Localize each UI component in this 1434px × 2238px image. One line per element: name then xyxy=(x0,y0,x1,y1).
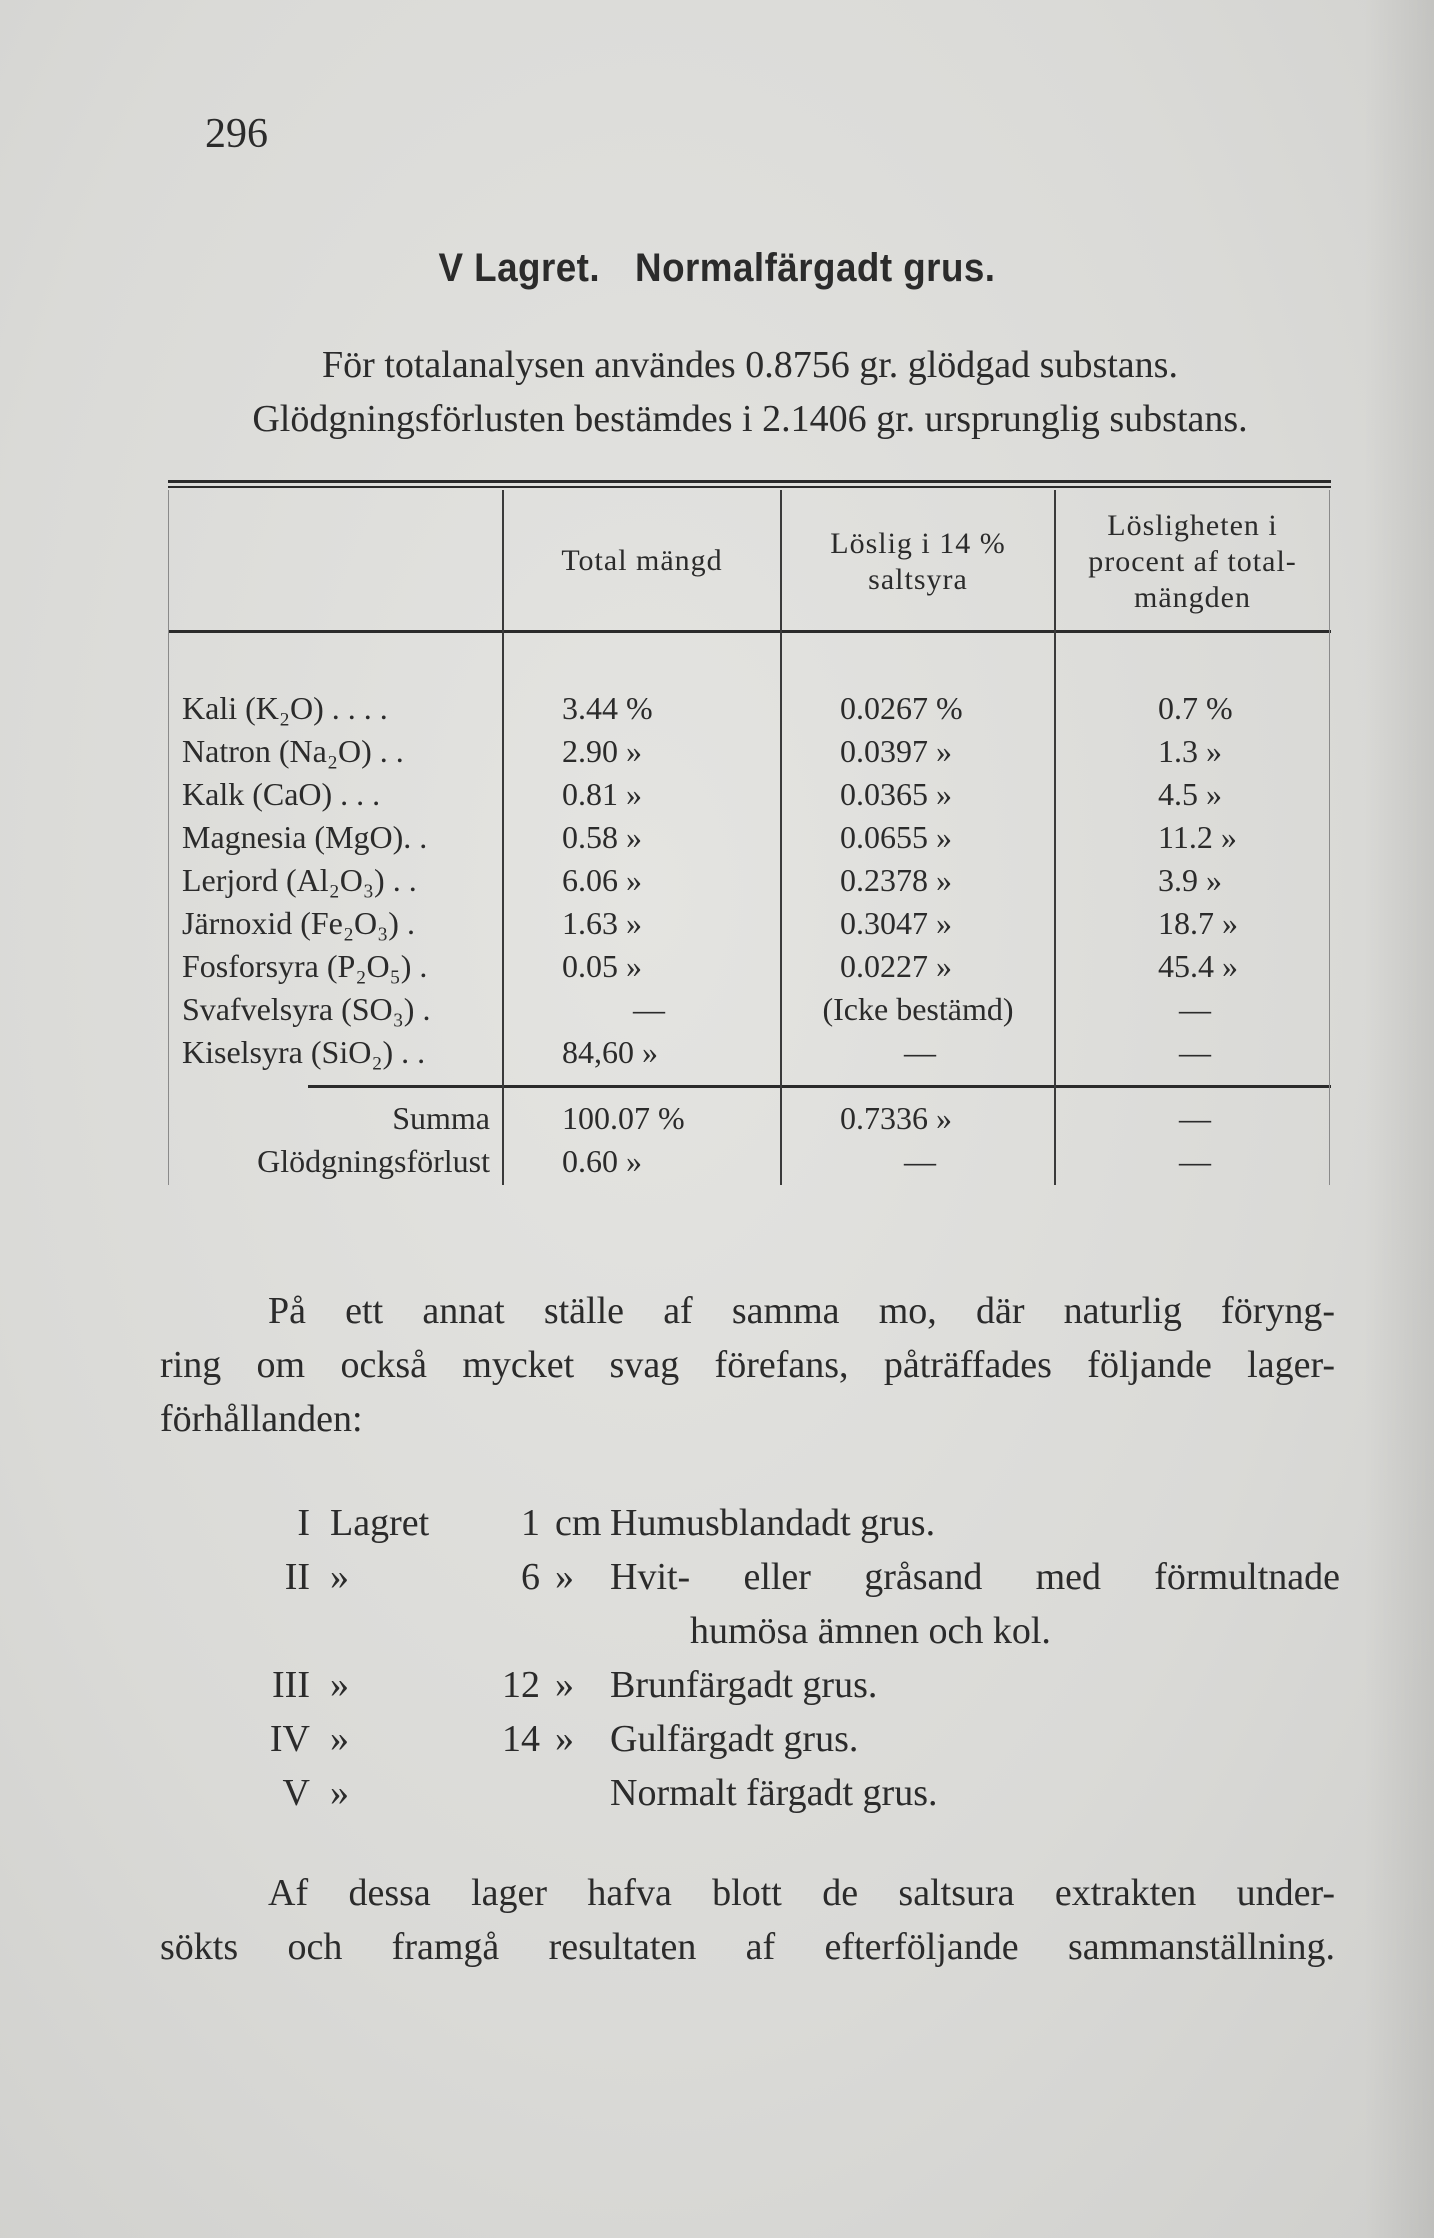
row-soluble: (Icke bestämd) xyxy=(822,991,1014,1027)
row-percent: 11.2 » xyxy=(1158,819,1237,855)
table-top-rule xyxy=(168,480,1331,483)
layer-item xyxy=(160,1496,1340,1550)
row-soluble: 0.0397 » xyxy=(840,733,952,769)
paragraph-line: förhållanden: xyxy=(160,1398,363,1440)
row-total: 3.44 % xyxy=(562,690,653,726)
layer-description: Hvit- eller gråsand med förmultnade xyxy=(610,1556,1340,1598)
row-label: Fosforsyra (P₂O₅) . xyxy=(182,948,428,984)
table-row xyxy=(168,945,1331,987)
row-total: 84,60 » xyxy=(562,1034,658,1070)
layer-number: II xyxy=(284,1556,310,1598)
layer-unit: » xyxy=(555,1718,574,1760)
row-soluble: — xyxy=(904,1034,936,1070)
layer-number: I xyxy=(297,1502,310,1544)
row-percent: 45.4 » xyxy=(1158,948,1238,984)
row-percent: 3.9 » xyxy=(1158,862,1222,898)
layer-depth: 14 xyxy=(502,1718,540,1760)
header-soluble-line: saltsyra xyxy=(868,563,968,596)
header-percent-line: mängden xyxy=(1134,581,1251,614)
layer-depth: 1 xyxy=(521,1502,540,1544)
paragraph-line: sökts och framgå resultaten af efterföljande sammanställning. xyxy=(160,1926,1335,1968)
layer-depth: 6 xyxy=(521,1556,540,1598)
table-row xyxy=(168,773,1331,815)
table-row xyxy=(168,902,1331,944)
paragraph-2 xyxy=(160,1866,1335,1974)
layer-item xyxy=(160,1658,1340,1712)
layer-description: Normalt färgadt grus. xyxy=(610,1772,938,1814)
row-label: Kiselsyra (SiO₂) . . xyxy=(182,1034,426,1070)
section-title xyxy=(57,246,1376,291)
summary-total: 100.07 % xyxy=(562,1100,685,1136)
title-layer: V Lagret. xyxy=(438,246,601,290)
layer-word: Lagret xyxy=(330,1502,430,1544)
layer-unit: cm xyxy=(555,1502,602,1544)
row-total: 0.81 » xyxy=(562,776,642,812)
summary-soluble: 0.7336 » xyxy=(840,1100,952,1136)
header-rule xyxy=(168,630,1331,633)
table-row xyxy=(168,988,1331,1030)
row-soluble: 0.0655 » xyxy=(840,819,952,855)
header-percent-line: procent af total- xyxy=(1088,545,1297,578)
table-row xyxy=(168,816,1331,858)
row-total: 1.63 » xyxy=(562,905,642,941)
layer-description: Brunfärgadt grus. xyxy=(610,1664,878,1706)
page-edge-shadow xyxy=(1364,0,1434,2238)
layer-item xyxy=(160,1550,1340,1658)
layer-number: V xyxy=(282,1772,310,1814)
row-label: Kali (K₂O) . . . . xyxy=(182,690,388,726)
row-soluble: 0.0267 % xyxy=(840,690,963,726)
summary-label: Glödgningsförlust xyxy=(257,1143,490,1179)
header-percent-line: Lösligheten i xyxy=(1107,509,1278,542)
row-total: 0.05 » xyxy=(562,948,642,984)
summary-percent: — xyxy=(1179,1100,1211,1136)
layer-description: Gulfärgadt grus. xyxy=(610,1718,859,1760)
paragraph-line: Af dessa lager hafva blott de saltsura extrakten under- xyxy=(268,1872,1335,1914)
row-label: Magnesia (MgO). . xyxy=(182,819,428,855)
row-soluble: 0.2378 » xyxy=(840,862,952,898)
row-percent: — xyxy=(1179,991,1211,1027)
row-label: Järnoxid (Fe₂O₃) . xyxy=(182,905,415,941)
table-row xyxy=(168,730,1331,772)
row-soluble: 0.0227 » xyxy=(840,948,952,984)
header-soluble-line: Löslig i 14 % xyxy=(830,527,1006,560)
analysis-table xyxy=(168,480,1331,1185)
intro-text xyxy=(165,338,1335,446)
layer-item xyxy=(160,1766,1340,1820)
row-label: Lerjord (Al₂O₃) . . xyxy=(182,862,417,898)
table-top-rule-thin xyxy=(168,486,1331,488)
layer-item xyxy=(160,1712,1340,1766)
layer-word: » xyxy=(330,1664,349,1706)
layer-number: IV xyxy=(269,1718,310,1760)
row-soluble: 0.0365 » xyxy=(840,776,952,812)
row-total: 0.58 » xyxy=(562,819,642,855)
paragraph-line: ring om också mycket svag förefans, påträffades följande lager- xyxy=(160,1344,1335,1386)
table-row xyxy=(168,687,1331,729)
row-percent: 1.3 » xyxy=(1158,733,1222,769)
summary-soluble: — xyxy=(904,1143,936,1179)
summary-row xyxy=(168,1097,1331,1139)
layer-description-continued: humösa ämnen och kol. xyxy=(690,1610,1051,1652)
row-label: Svafvelsyra (SO₃) . xyxy=(182,991,431,1027)
table-row xyxy=(168,859,1331,901)
row-percent: — xyxy=(1179,1034,1211,1070)
row-soluble: 0.3047 » xyxy=(840,905,952,941)
row-total: — xyxy=(633,991,665,1027)
layer-unit: » xyxy=(555,1664,574,1706)
row-percent: 4.5 » xyxy=(1158,776,1222,812)
row-label: Natron (Na₂O) . . xyxy=(182,733,404,769)
paragraph-1 xyxy=(160,1284,1335,1446)
summary-row xyxy=(168,1140,1331,1182)
layer-number: III xyxy=(272,1664,310,1706)
row-total: 6.06 » xyxy=(562,862,642,898)
summary-label: Summa xyxy=(392,1100,490,1136)
title-description: Normalfärgadt grus. xyxy=(635,246,996,290)
layer-depth: 12 xyxy=(502,1664,540,1706)
row-percent: 18.7 » xyxy=(1158,905,1238,941)
row-label: Kalk (CaO) . . . xyxy=(182,776,381,812)
row-total: 2.90 » xyxy=(562,733,642,769)
header-percent xyxy=(1056,508,1329,616)
paragraph-line: På ett annat ställe af samma mo, där naturlig föryng- xyxy=(268,1290,1335,1332)
row-percent: 0.7 % xyxy=(1158,690,1233,726)
layer-word: » xyxy=(330,1772,349,1814)
header-soluble xyxy=(782,526,1054,598)
layer-list xyxy=(160,1496,1340,1820)
layer-description: Humusblandadt grus. xyxy=(610,1502,936,1544)
layer-word: » xyxy=(330,1556,349,1598)
summary-percent: — xyxy=(1179,1143,1211,1179)
layer-unit: » xyxy=(555,1556,574,1598)
summa-rule xyxy=(308,1085,1331,1088)
intro-line: För totalanalysen användes 0.8756 gr. glödgad substans. xyxy=(322,344,1178,386)
header-total: Total mängd xyxy=(561,544,723,577)
table-row xyxy=(168,1031,1331,1073)
page-number: 296 xyxy=(205,111,268,157)
intro-line: Glödgningsförlusten bestämdes i 2.1406 gr. ursprunglig substans. xyxy=(252,398,1248,440)
layer-word: » xyxy=(330,1718,349,1760)
summary-total: 0.60 » xyxy=(562,1143,642,1179)
